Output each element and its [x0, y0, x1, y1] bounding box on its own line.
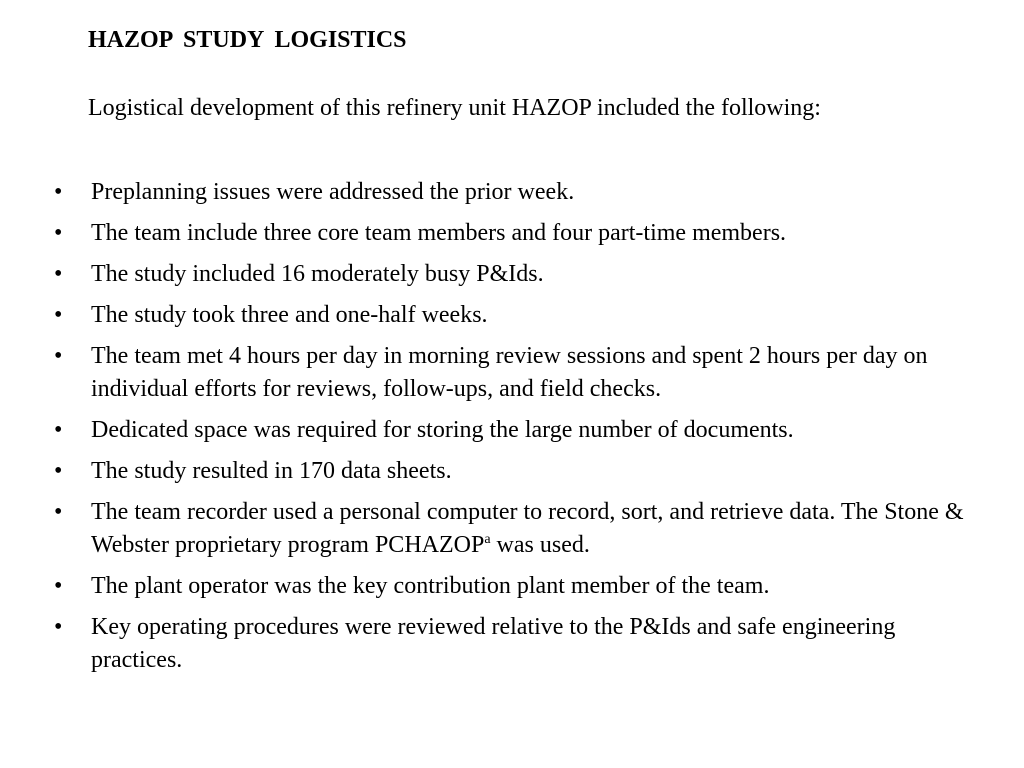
bullet-item [0, 299, 1024, 332]
bullet-icon: • [54, 261, 63, 287]
bullet-icon: • [54, 458, 63, 484]
bullet-item [0, 455, 1024, 488]
bullet-icon: • [54, 220, 63, 246]
intro-paragraph: Logistical development of this refinery unit HAZOP included the following: [88, 95, 821, 121]
bullet-icon: • [54, 573, 63, 599]
bullet-item [0, 340, 1024, 406]
bullet-item [0, 496, 1024, 562]
bullet-text: The team recorder used a personal computer to record, sort, and retrieve data. The Stone & Webster proprietary program PCHAZOP [91, 499, 964, 558]
bullet-icon: • [54, 179, 63, 205]
bullet-icon: • [54, 302, 63, 328]
bullet-text: The study resulted in 170 data sheets. [91, 458, 452, 484]
bullet-text: Preplanning issues were addressed the prior week. [91, 179, 575, 205]
bullet-text: Dedicated space was required for storing the large number of documents. [91, 417, 794, 443]
bullet-text: The plant operator was the key contribution plant member of the team. [91, 573, 770, 599]
bullet-item [0, 611, 1024, 677]
bullet-item [0, 570, 1024, 603]
bullet-item [0, 414, 1024, 447]
bullet-text: The study included 16 moderately busy P&Ids. [91, 261, 544, 287]
bullet-text: The team met 4 hours per day in morning review sessions and spent 2 hours per day on individual efforts for reviews, follow-ups, and field checks. [91, 343, 928, 402]
bullet-text: Key operating procedures were reviewed relative to the P&Ids and safe engineering practices. [91, 614, 896, 673]
bullet-icon: • [54, 417, 63, 443]
bullet-icon: • [54, 614, 63, 640]
footnote-marker: a [484, 532, 491, 547]
bullet-text: The study took three and one-half weeks. [91, 302, 488, 328]
bullet-icon: • [54, 343, 63, 369]
bullet-item [0, 217, 1024, 250]
bullet-text: The team include three core team members and four part-time members. [91, 220, 787, 246]
bullet-item [0, 176, 1024, 209]
slide-title: HAZOP STUDY LOGISTICS [88, 27, 407, 53]
bullet-item [0, 258, 1024, 291]
bullet-list [0, 176, 1024, 685]
bullet-icon: • [54, 499, 63, 525]
bullet-text-continued: was used. [490, 532, 590, 558]
